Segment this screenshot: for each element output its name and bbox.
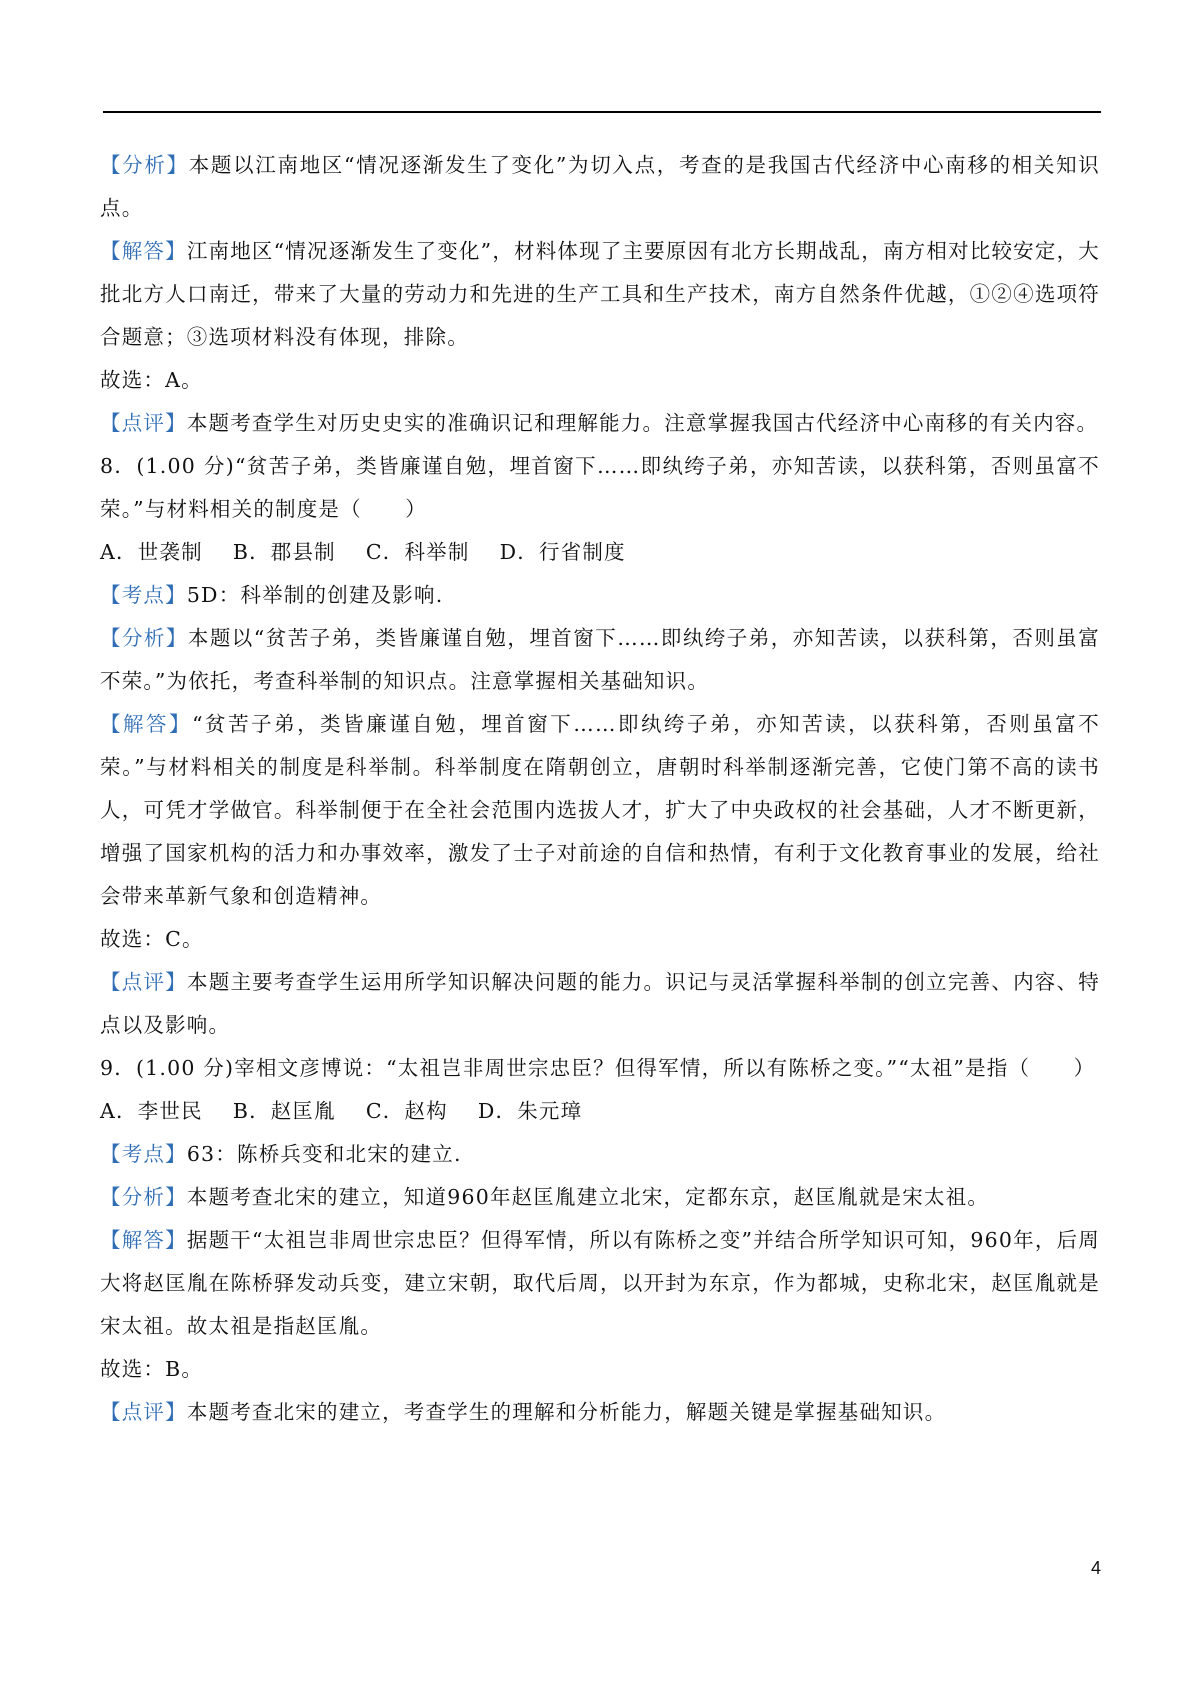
analysis-tag: 【分析】 xyxy=(100,1185,187,1209)
option-a: A．李世民 xyxy=(100,1099,203,1123)
option-d: D．朱元璋 xyxy=(477,1099,583,1123)
analysis-text: 本题以“贫苦子弟，类皆廉谨自勉，埋首窗下……即纨绔子弟，亦知苦读，以获科第，否则虽富不荣。”为依托，考查科举制的知识点。注意掌握相关基础知识。 xyxy=(100,626,1100,693)
q8-choice: 故选：C。 xyxy=(100,927,204,951)
comment-text: 本题主要考查学生运用所学知识解决问题的能力。识记与灵活掌握科举制的创立完善、内容、特点以及影响。 xyxy=(100,970,1100,1037)
option-d: D．行省制度 xyxy=(499,540,626,564)
comment-tag: 【点评】 xyxy=(100,411,187,435)
solution-text: 据题干“太祖岂非周世宗忠臣？但得军情，所以有陈桥之变”并结合所学知识可知，960年，后周大将赵匡胤在陈桥驿发动兵变，建立宋朝，取代后周，以开封为东京，作为都城，史称北宋，赵匡胤就是宋太祖。故太祖是指赵匡胤。 xyxy=(100,1228,1100,1338)
option-c: C．科举制 xyxy=(365,540,470,564)
q7-analysis xyxy=(100,144,1100,230)
analysis-text: 本题考查北宋的建立，知道960年赵匡胤建立北宋，定都东京，赵匡胤就是宋太祖。 xyxy=(186,1185,990,1209)
q9-analysis xyxy=(100,1176,1100,1219)
analysis-tag: 【分析】 xyxy=(100,153,189,177)
q9-solution xyxy=(100,1219,1100,1348)
q7-comment xyxy=(100,402,1100,445)
q8-point xyxy=(100,574,1100,617)
comment-text: 本题考查学生对历史史实的准确识记和理解能力。注意掌握我国古代经济中心南移的有关内容。 xyxy=(186,411,1099,435)
comment-text: 本题考查北宋的建立，考查学生的理解和分析能力，解题关键是掌握基础知识。 xyxy=(186,1400,947,1424)
solution-text: 江南地区“情况逐渐发生了变化”，材料体现了主要原因有北方长期战乱，南方相对比较安定，大批北方人口南迁，带来了大量的劳动力和先进的生产工具和生产技术，南方自然条件优越，①②④选项符合题意；③选项材料没有体现，排除。 xyxy=(100,239,1100,349)
q8-options xyxy=(100,531,1100,574)
page-number: 4 xyxy=(1090,1558,1101,1578)
point-text: 5D：科举制的创建及影响. xyxy=(186,583,444,607)
point-tag: 【考点】 xyxy=(100,583,187,607)
option-b: B．赵匡胤 xyxy=(232,1099,336,1123)
q9-choice: 故选：B。 xyxy=(100,1357,204,1381)
q9-options xyxy=(100,1090,1100,1133)
header-rule xyxy=(103,111,1101,113)
point-tag: 【考点】 xyxy=(100,1142,187,1166)
q9-question: 9．(1.00 分)宰相文彦博说：“太祖岂非周世宗忠臣？但得军情，所以有陈桥之变。”“太祖”是指（ ） xyxy=(100,1056,1096,1080)
solution-text: “贫苦子弟，类皆廉谨自勉，埋首窗下……即纨绔子弟，亦知苦读，以获科第，否则虽富不荣。”与材料相关的制度是科举制。科举制度在隋朝创立，唐朝时科举制逐渐完善，它使门第不高的读书人，可凭才学做官。科举制便于在全社会范围内选拔人才，扩大了中央政权的社会基础，人才不断更新，增强了国家机构的活力和办事效率，激发了士子对前途的自信和热情，有利于文化教育事业的发展，给社会带来革新气象和创造精神。 xyxy=(100,712,1100,908)
analysis-text: 本题以江南地区“情况逐渐发生了变化”为切入点，考查的是我国古代经济中心南移的相关知识点。 xyxy=(100,153,1100,220)
q8-analysis xyxy=(100,617,1100,703)
q8-solution xyxy=(100,703,1100,918)
solution-tag: 【解答】 xyxy=(100,1228,187,1252)
option-b: B．郡县制 xyxy=(232,540,336,564)
comment-tag: 【点评】 xyxy=(100,970,187,994)
q8-question: 8．(1.00 分)“贫苦子弟，类皆廉谨自勉，埋首窗下……即纨绔子弟，亦知苦读，以获科第，否则虽富不荣。”与材料相关的制度是（ ） xyxy=(100,454,1100,521)
point-text: 63：陈桥兵变和北宋的建立. xyxy=(186,1142,462,1166)
q7-choice: 故选：A。 xyxy=(100,368,203,392)
option-c: C．赵构 xyxy=(365,1099,448,1123)
solution-tag: 【解答】 xyxy=(100,712,193,736)
page-content xyxy=(100,144,1100,1434)
q9-point xyxy=(100,1133,1100,1176)
comment-tag: 【点评】 xyxy=(100,1400,187,1424)
q9-comment xyxy=(100,1391,1100,1434)
q7-solution xyxy=(100,230,1100,359)
solution-tag: 【解答】 xyxy=(100,239,187,263)
analysis-tag: 【分析】 xyxy=(100,626,188,650)
option-a: A．世袭制 xyxy=(100,540,203,564)
q8-comment xyxy=(100,961,1100,1047)
